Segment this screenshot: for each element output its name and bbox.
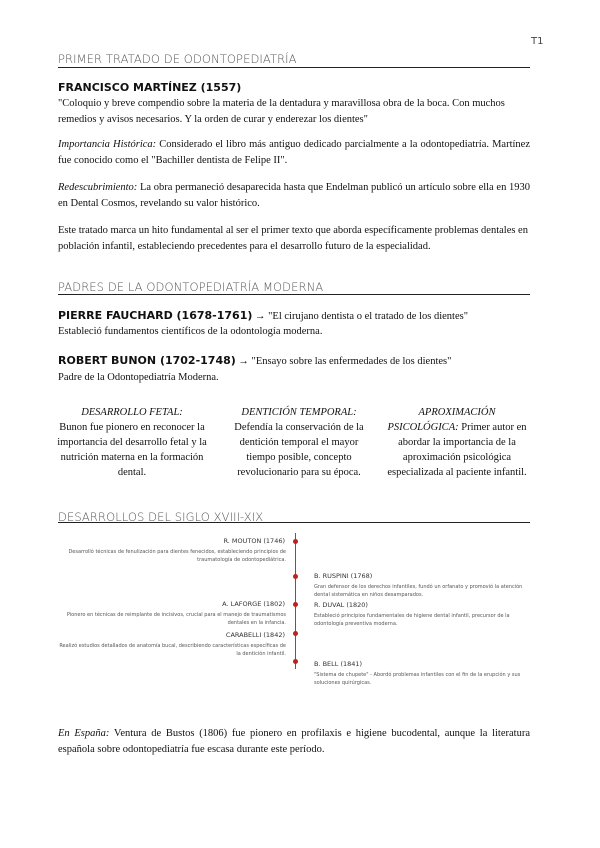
timeline-dot xyxy=(293,631,298,636)
quote-line-1: "Coloquio y breve compendio sobre la materia de la dentadura y maravillosa obra de la boca. Con muchos xyxy=(58,98,505,109)
bunon-line xyxy=(58,354,451,367)
section-divider xyxy=(58,522,530,523)
timeline-dot xyxy=(293,539,298,544)
page-number: T1 xyxy=(531,36,544,47)
bunon-name: ROBERT BUNON (1702-1748) xyxy=(58,354,236,367)
section-title-desarrollos: DESARROLLOS DEL SIGLO XVIII-XIX xyxy=(58,510,264,524)
author-name: FRANCISCO MARTÍNEZ (1557) xyxy=(58,81,242,94)
column-text: Primer autor en abordar la importancia de la aproximación psicológica especializada al paciente infantil. xyxy=(387,422,527,478)
timeline-axis xyxy=(295,533,296,669)
bunon-description: Padre de la Odontopediatría Moderna. xyxy=(58,372,219,383)
milestone-paragraph: Este tratado marca un hito fundamental al ser el primer texto que aborda específicamente problemas dentales en población infantil, estableciendo precedentes para el desarrollo futuro de la especialidad. xyxy=(58,225,528,252)
fauchard-work: → "El cirujano dentista o el tratado de los dientes" xyxy=(252,311,468,322)
section-divider xyxy=(58,294,530,295)
timeline-dot xyxy=(293,602,298,607)
timeline-name: B. RUSPINI (1768) xyxy=(314,572,373,580)
column-text: Defendía la conservación de la dentición temporal el mayor tiempo posible, concepto revolucionario para su época. xyxy=(234,422,364,478)
column-heading: APROXIMACIÓN PSICOLÓGICA: xyxy=(387,407,496,433)
column-aproximacion-psicologica xyxy=(382,405,532,480)
section-divider xyxy=(58,67,530,68)
timeline-desc: Pionero en técnicas de reimplante de incisivos, crucial para el manejo de traumatismos dentales en la infancia. xyxy=(66,612,286,626)
timeline-desc: "Sistema de chupete" - Abordó problemas infantiles con el fin de la erupción y sus soluciones quirúrgicas. xyxy=(314,672,521,686)
column-desarrollo-fetal xyxy=(57,405,207,480)
timeline-name: R. DUVAL (1820) xyxy=(314,601,368,609)
rediscovery xyxy=(58,180,530,212)
column-text: Bunon fue pionero en reconocer la importancia del desarrollo fetal y la nutrición materna en la formación dental. xyxy=(57,422,207,478)
rediscovery-label: Redescubrimiento: xyxy=(58,182,138,193)
timeline-name: R. MOUTON (1746) xyxy=(223,537,285,545)
fauchard-description: Estableció fundamentos científicos de la odontología moderna. xyxy=(58,326,323,337)
importance-text: Considerado el libro más antiguo dedicado parcialmente a la odontopediatría. Martínez fue conocido como el "Bachiller dentista de Felipe II". xyxy=(58,139,530,166)
spain-text: Ventura de Bustos (1806) fue pionero en profilaxis e higiene bucodental, aunque la literatura española sobre odontopediatría fue escasa durante este período. xyxy=(58,728,530,755)
historical-importance xyxy=(58,137,530,169)
quote-line-2: remedios y avisos necesarios. Y la orden de curar y enderezar los dientes" xyxy=(58,114,368,125)
section-title-primer-tratado: PRIMER TRATADO DE ODONTOPEDIATRÍA xyxy=(58,52,297,66)
spain-paragraph xyxy=(58,726,530,758)
bunon-work: → "Ensayo sobre las enfermedades de los dientes" xyxy=(235,356,452,367)
timeline-desc: Desarrolló técnicas de fenulización para dientes fenecidos, estableciendo principios de traumatología de odontopediátrica. xyxy=(68,549,286,563)
column-heading: DENTICIÓN TEMPORAL: xyxy=(241,407,357,418)
book-title-quote xyxy=(58,96,530,128)
timeline-dot xyxy=(293,659,298,664)
timeline-desc: Estableció principios fundamentales de higiene dental infantil, precursor de la odontología preventiva moderna. xyxy=(314,613,510,627)
section-title-padres: PADRES DE LA ODONTOPEDIATRÍA MODERNA xyxy=(58,280,324,294)
timeline-dot xyxy=(293,574,298,579)
timeline-name: B. BELL (1841) xyxy=(314,660,363,668)
timeline-name: A. LAFORGE (1802) xyxy=(222,600,285,608)
column-heading: DESARROLLO FETAL: xyxy=(81,407,183,418)
timeline-desc: Realizó estudios detallados de anatomía bucal, describiendo características específicas de la dentición infantil. xyxy=(59,643,286,657)
spain-label: En España: xyxy=(58,728,110,739)
fauchard-line xyxy=(58,309,468,322)
timeline-name: CARABELLI (1842) xyxy=(225,631,285,639)
timeline-desc: Gran defensor de los derechos infantiles, fundó un orfanato y promovió la atención dental sistemática en niños desamparados. xyxy=(314,584,523,598)
importance-label: Importancia Histórica: xyxy=(58,139,157,150)
column-denticion-temporal xyxy=(224,405,374,480)
fauchard-name: PIERRE FAUCHARD (1678-1761) xyxy=(58,309,253,322)
rediscovery-text: La obra permaneció desaparecida hasta que Endelman publicó un artículo sobre ella en 1930 en Dental Cosmos, revelando su valor histórico. xyxy=(58,182,530,209)
